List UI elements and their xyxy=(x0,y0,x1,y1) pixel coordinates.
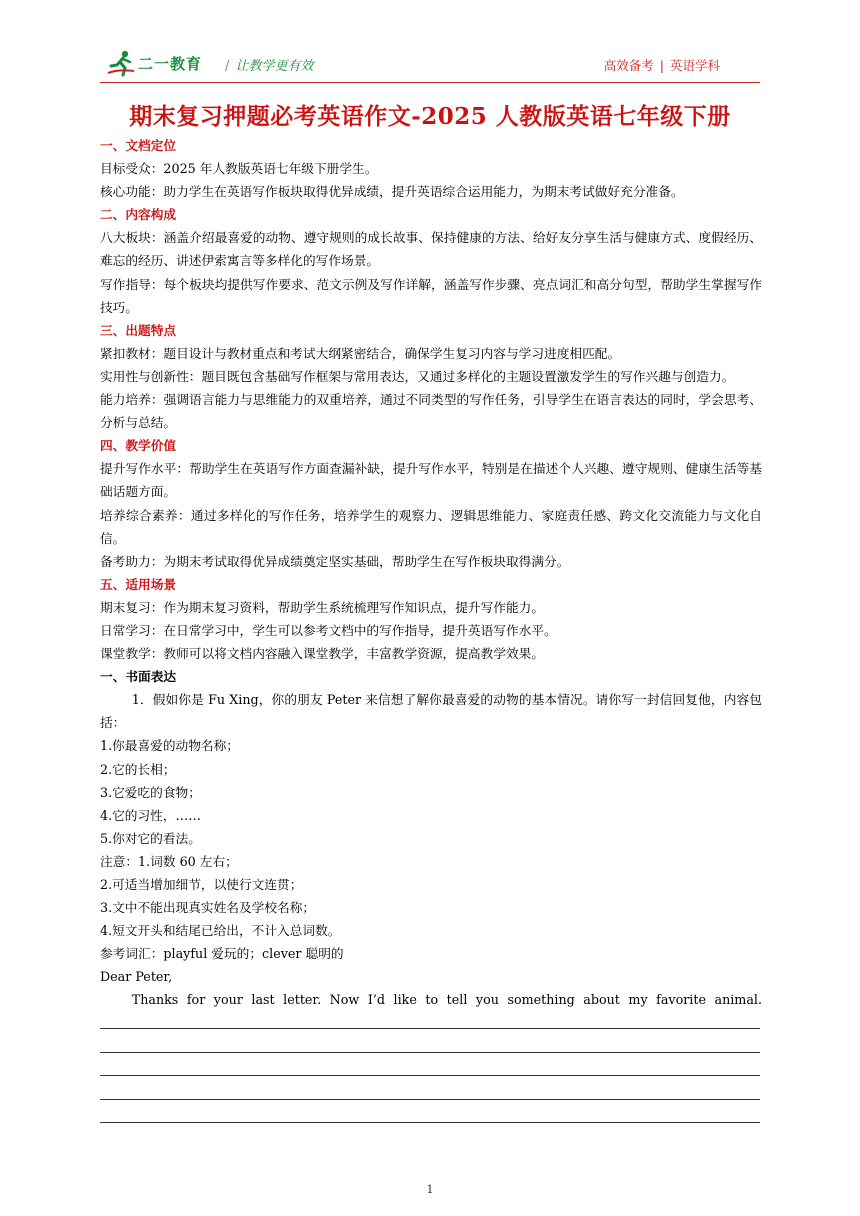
note-item: 注意：1.词数 60 左右； xyxy=(100,853,238,869)
paragraph: 培养综合素养：通过多样化的写作任务，培养学生的观察力、逻辑思维能力、家庭责任感、跨文化交流能力与文化自信。 xyxy=(100,507,762,546)
paragraph: 期末复习：作为期末复习资料，帮助学生系统梳理写作知识点，提升写作能力。 xyxy=(100,599,545,615)
page-header xyxy=(100,48,760,83)
header-tag-subject: 英语学科 xyxy=(669,58,720,73)
answer-blank-line[interactable] xyxy=(100,1053,760,1077)
paragraph: 备考助力：为期末考试取得优异成绩奠定坚实基础，帮助学生在写作板块取得满分。 xyxy=(100,553,570,569)
answer-blank-line[interactable] xyxy=(100,1076,760,1100)
logo-text: 二一教育 xyxy=(138,54,203,73)
paragraph: 写作指导：每个板块均提供写作要求、范文示例及写作详解，涵盖写作步骤、亮点词汇和高分句型，帮助学生掌握写作技巧。 xyxy=(100,276,762,315)
list-item: 3.它爱吃的食物； xyxy=(100,784,201,800)
question-prompt: 1．假如你是 Fu Xing，你的朋友 Peter 来信想了解你最喜爱的动物的基本情况。请你写一封信回复他，内容包括： xyxy=(100,692,762,731)
note-item: 3.文中不能出现真实姓名及学校名称； xyxy=(100,900,316,916)
header-tag-separator: | xyxy=(659,58,664,73)
paragraph: 提升写作水平：帮助学生在英语写作方面查漏补缺，提升写作水平，特别是在描述个人兴趣、遵守规则、健康生活等基础话题方面。 xyxy=(100,461,762,500)
answer-blank-line[interactable] xyxy=(100,1100,760,1124)
slogan-separator: / xyxy=(225,59,230,74)
paragraph: 实用性与创新性：题目既包含基础写作框架与常用表达，又通过多样化的主题设置激发学生的写作兴趣与创造力。 xyxy=(100,368,735,384)
section-heading: 二、内容构成 xyxy=(100,207,177,223)
paragraph: 核心功能：助力学生在英语写作板块取得优异成绩，提升英语综合运用能力，为期末考试做好充分准备。 xyxy=(100,184,684,200)
paragraph: 日常学习：在日常学习中，学生可以参考文档中的写作指导，提升英语写作水平。 xyxy=(100,622,557,638)
section-heading: 四、教学价值 xyxy=(100,438,177,454)
letter-opening: Thanks for your last letter. Now I’d like to tell you something about my favorite animal. xyxy=(131,992,762,1008)
answer-blank-line[interactable] xyxy=(100,1029,760,1053)
header-subject xyxy=(604,56,720,74)
list-item: 2.它的长相； xyxy=(100,761,176,777)
section-heading-writing: 一、书面表达 xyxy=(100,669,177,685)
letter-greeting: Dear Peter, xyxy=(100,969,173,985)
vocabulary-hint: 参考词汇：playful 爱玩的；clever 聪明的 xyxy=(100,946,344,962)
section-heading: 三、出题特点 xyxy=(100,322,177,338)
note-item: 2.可适当增加细节，以使行文连贯； xyxy=(100,877,303,892)
list-item: 1.你最喜爱的动物名称； xyxy=(100,738,239,754)
paragraph: 能力培养：强调语言能力与思维能力的双重培养，通过不同类型的写作任务，引导学生在语言表达的同时，学会思考、分析与总结。 xyxy=(100,392,762,431)
slogan-text: 让教学更有效 xyxy=(235,59,314,74)
page-number: 1 xyxy=(426,1183,434,1196)
paragraph: 八大板块：涵盖介绍最喜爱的动物、遵守规则的成长故事、保持健康的方法、给好友分享生活与健康方式、度假经历、难忘的经历、讲述伊索寓言等多样化的写作场景。 xyxy=(100,230,762,269)
runner-logo-icon xyxy=(106,49,136,77)
page-title: 期末复习押题必考英语作文-2025 人教版英语七年级下册 xyxy=(129,103,731,130)
list-item: 5.你对它的看法。 xyxy=(100,830,201,846)
header-slogan xyxy=(225,55,313,74)
paragraph: 课堂教学：教师可以将文档内容融入课堂教学，丰富教学资源，提高教学效果。 xyxy=(100,646,545,662)
section-heading: 一、文档定位 xyxy=(100,138,177,153)
paragraph: 目标受众：2025 年人教版英语七年级下册学生。 xyxy=(100,161,378,177)
list-item: 4.它的习性，…… xyxy=(100,807,201,823)
document-body xyxy=(100,134,762,1123)
paragraph: 紧扣教材：题目设计与教材重点和考试大纲紧密结合，确保学生复习内容与学习进度相匹配。 xyxy=(100,345,621,361)
header-tag-exam: 高效备考 xyxy=(603,58,654,73)
section-heading: 五、适用场景 xyxy=(100,576,177,592)
logo xyxy=(106,48,202,78)
note-item: 4.短文开头和结尾已给出，不计入总词数。 xyxy=(100,923,341,939)
